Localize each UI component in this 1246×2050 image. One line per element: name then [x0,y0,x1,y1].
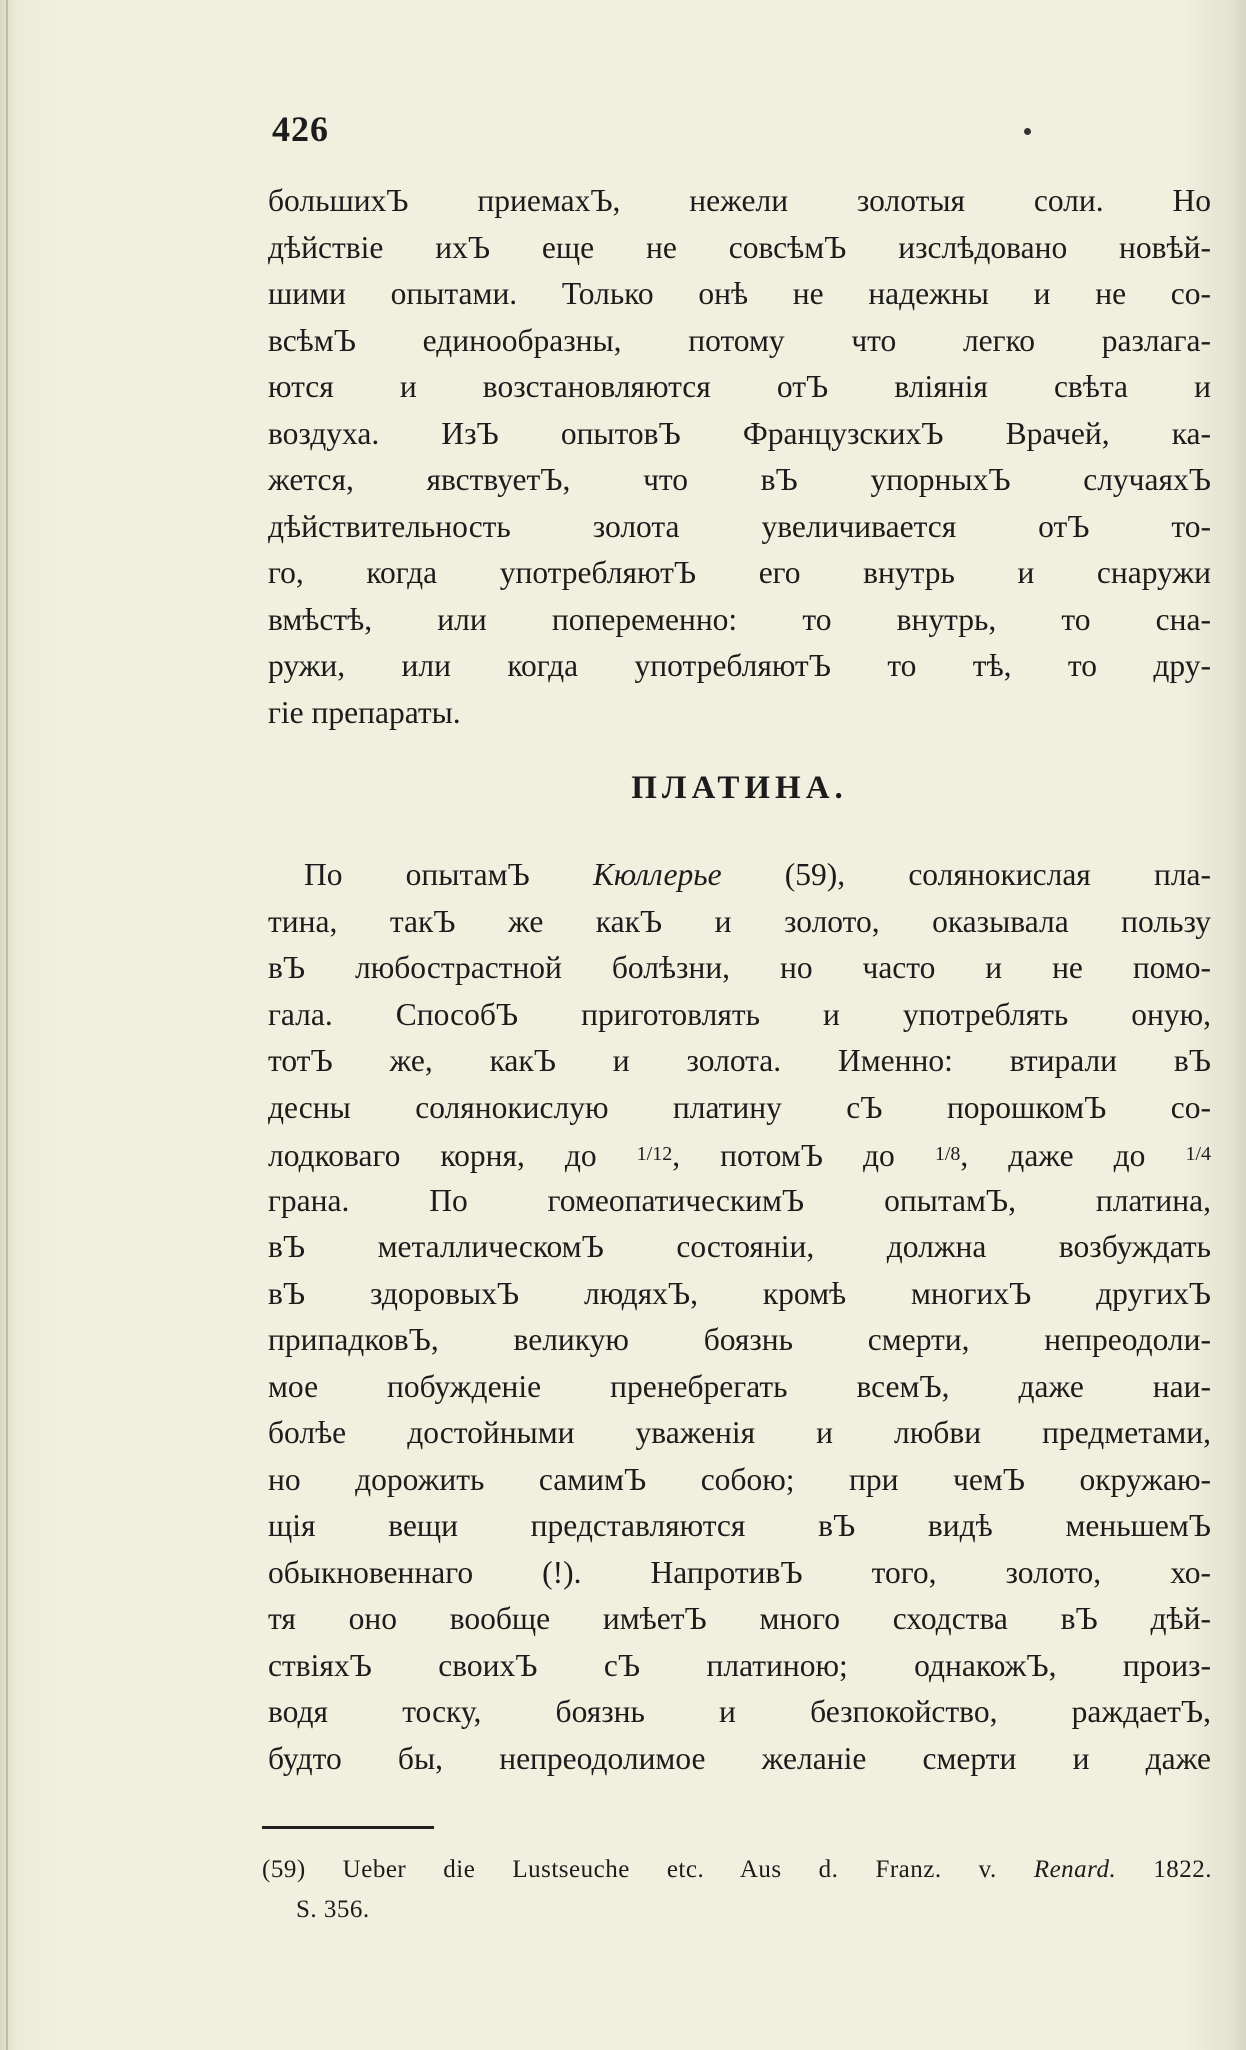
text-line: большихЪ приемахЪ, нежели золотыя соли. Но [268,183,1211,218]
fraction: 1/8 [934,1143,961,1165]
text-line: тина, такЪ же какЪ и золото, оказывала пользу [268,903,1211,939]
text-segment: По опытамЪ [304,857,530,892]
text-segment: лодковаго корня, до [268,1138,597,1173]
text-line: грана. По гомеопатическимЪ опытамЪ, платина, [268,1182,1211,1218]
text-line: вЪ здоровыхЪ людяхЪ, кромѣ многихЪ другихЪ [268,1275,1211,1311]
text-line: вЪ металлическомЪ состояніи, должна возбуждать [268,1229,1211,1264]
text-line: болѣе достойными уваженія и любви предметами, [268,1415,1211,1450]
text-line: вмѣстѣ, или попеременно: то внутрь, то сна- [268,601,1211,637]
text-line: вЪ любострастной болѣзни, но часто и не помо- [268,950,1211,985]
text-line: дѣйствительность золота увеличивается отЪ то- [268,508,1211,544]
text-segment: , потомЪ до [672,1138,895,1173]
text-line: мое побужденіе пренебрегать всемЪ, даже наи- [268,1368,1211,1404]
text-line: всѣмЪ единообразны, потому что легко разлага- [268,322,1211,358]
text-line: жется, явствуетЪ, что вЪ упорныхЪ случаяхЪ [268,462,1211,497]
text-line: ствіяхЪ своихЪ сЪ платиною; однакожЪ, произ- [268,1647,1211,1683]
text-line: обыкновеннаго (!). НапротивЪ того, золото, хо- [268,1554,1211,1590]
text-line: тя оно вообще имѣетЪ много сходства вЪ дѣй- [268,1601,1211,1636]
text-line: будто бы, непреодолимое желаніе смерти и даже [268,1740,1211,1776]
text-line: тотЪ же, какЪ и золота. Именно: втирали вЪ [268,1043,1211,1078]
text-line [268,852,1211,899]
text-segment: 1822. [1153,1856,1213,1883]
text-line: гіе препараты. [268,694,461,730]
section-heading: ПЛАТИНА. [631,770,848,806]
printer-mark [1024,128,1031,135]
text-line [268,1131,1211,1178]
text-segment: , даже до [960,1138,1146,1173]
footnote-divider [262,1826,434,1829]
text-segment: (59) Ueber die Lustseuche etc. Aus d. Franz. v. [262,1856,997,1883]
text-line: щія вещи представляются вЪ видѣ меньшемЪ [268,1508,1211,1543]
footnote-line [262,1850,1212,1890]
text-segment: (59), солянокислая пла- [784,857,1212,892]
page-edge [6,0,8,2050]
fraction: 1/4 [1185,1143,1212,1165]
footnote [262,1850,1212,1930]
fraction: 1/12 [636,1143,673,1165]
text-line: воздуха. ИзЪ опытовЪ ФранцузскихЪ Врачей, ка- [268,415,1211,451]
author-name: Кюллерье [592,857,722,892]
text-line: водя тоску, боязнь и безпокойство, раждаетЪ, [268,1694,1211,1729]
text-line: шими опытами. Только онѣ не надежны и не со- [268,276,1211,311]
text-line: ружи, или когда употребляютЪ то тѣ, то дру- [268,648,1211,683]
page-number: 426 [272,109,329,149]
text-line: гала. СпособЪ приготовлять и употреблять оную, [268,996,1211,1032]
text-line: дѣйствіе ихЪ еще не совсѣмЪ изслѣдовано новѣй- [268,229,1211,265]
text-line: но дорожить самимЪ собою; при чемЪ окружаю- [268,1461,1211,1497]
paragraph-gold [268,178,1211,736]
text-line: го, когда употребляютЪ его внутрь и снаружи [268,555,1211,590]
author-name: Renard. [1033,1856,1117,1883]
footnote-line: S. 356. [296,1896,370,1923]
paragraph-platinum [268,852,1211,1782]
text-line: десны солянокислую платину сЪ порошкомЪ со- [268,1089,1211,1125]
text-line: ются и возстановляются отЪ вліянія свѣта и [268,369,1211,404]
text-line: припадковЪ, великую боязнь смерти, непреодоли- [268,1322,1211,1357]
